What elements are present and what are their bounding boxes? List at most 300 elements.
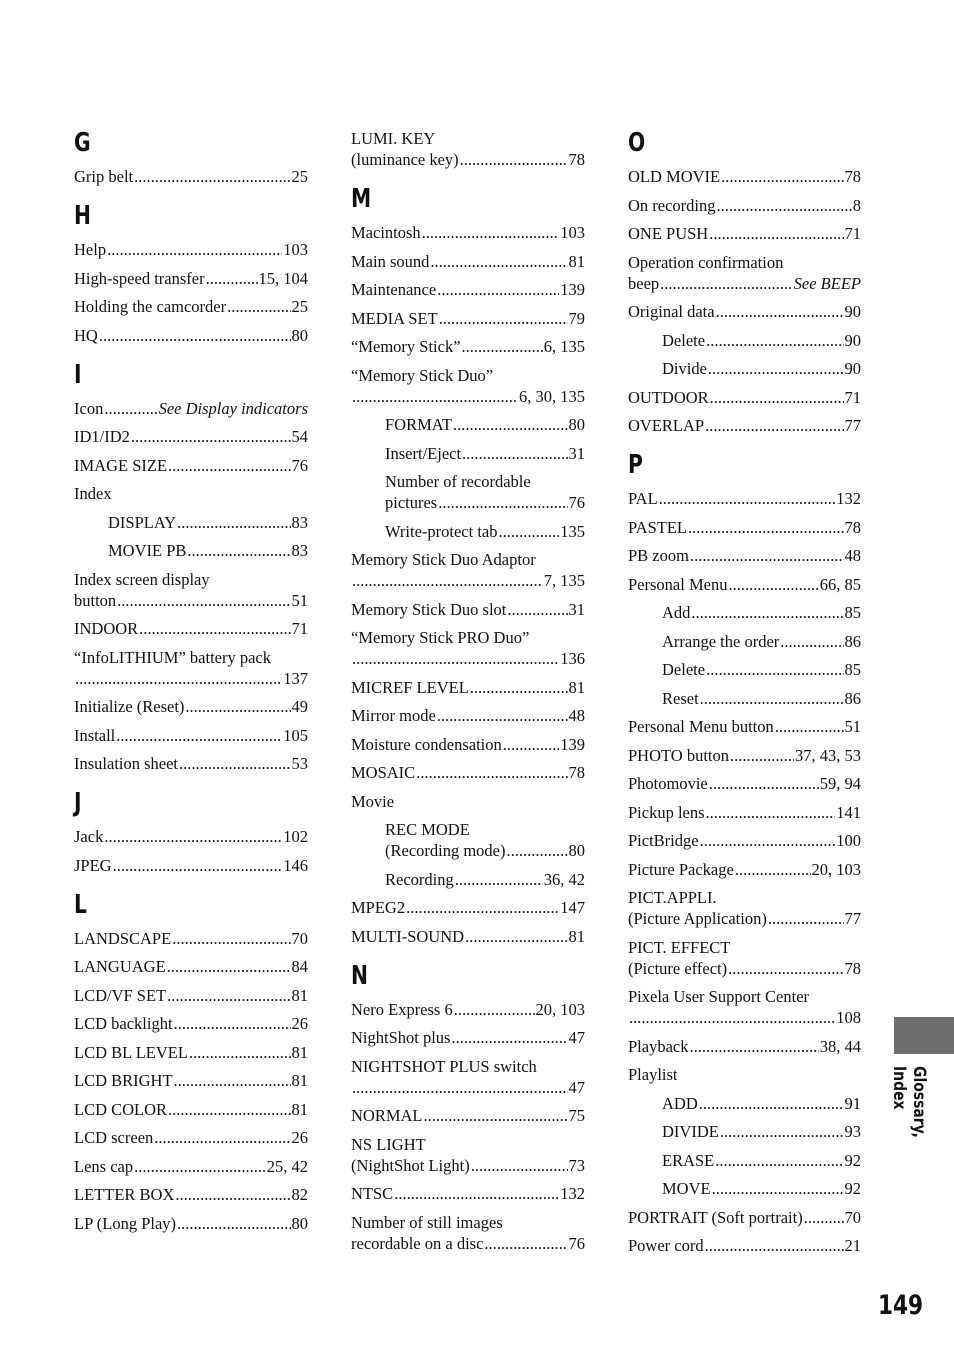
index-section [351, 128, 585, 170]
dot-leader [455, 869, 543, 890]
dot-leader [804, 1207, 844, 1228]
entry-page-ref: 53 [291, 754, 308, 773]
index-entry [351, 791, 585, 812]
entry-page-ref: 105 [283, 725, 308, 745]
entry-term: Index [74, 484, 112, 503]
entry-page-ref: 78 [568, 763, 585, 782]
entry-page-ref: 25, 42 [266, 1156, 308, 1176]
entry-term: On recording [628, 195, 716, 215]
index-entry [74, 855, 308, 876]
entry-term: PHOTO button [628, 745, 729, 765]
entry-line [628, 166, 861, 187]
entry-term: MULTI-SOUND [351, 926, 465, 946]
entry-line [351, 222, 585, 243]
dot-leader [394, 1183, 559, 1204]
entry-term: ID1/ID2 [74, 427, 130, 446]
entry-first-line: Number of still images [351, 1212, 503, 1232]
dot-leader [721, 166, 843, 187]
entry-page-ref: 47 [568, 1028, 585, 1047]
index-entry [628, 252, 861, 294]
index-entry [351, 1212, 585, 1254]
entry-line [74, 826, 308, 847]
index-entry [74, 753, 308, 774]
entry-page-ref: 26 [291, 1128, 308, 1147]
dot-leader [629, 1007, 835, 1028]
entry-term: OLD MOVIE [628, 167, 721, 186]
entry-term: MOVIE PB [108, 541, 187, 560]
dot-leader [708, 358, 844, 379]
entry-line [628, 195, 861, 216]
entry-line [351, 1183, 585, 1204]
entry-page-ref: 93 [844, 1122, 861, 1141]
index-subentry [351, 521, 585, 542]
index-entry [74, 618, 308, 639]
entry-term: HQ [74, 325, 98, 345]
entry-line [74, 590, 308, 611]
entry-page-ref: 80 [568, 415, 585, 434]
entry-line [628, 830, 861, 851]
entry-term: ERASE [662, 1150, 715, 1170]
index-entry [74, 398, 308, 419]
dot-leader [659, 488, 836, 509]
entry-line [628, 1207, 861, 1228]
entry-line [351, 251, 585, 272]
entry-page-ref: 51 [844, 717, 861, 736]
section-letter-heading: H [74, 201, 91, 231]
entry-page-ref: 81 [291, 985, 308, 1005]
index-entry [628, 223, 861, 244]
entry-term: LCD backlight [74, 1014, 173, 1033]
entry-term: LP (Long Play) [74, 1213, 177, 1233]
dot-leader [179, 753, 290, 774]
entry-page-ref: 76 [291, 455, 308, 475]
entry-line [351, 308, 585, 329]
dot-leader [712, 1178, 844, 1199]
index-subentry [628, 1121, 861, 1142]
entry-line [74, 1184, 308, 1205]
dot-leader [352, 386, 518, 407]
index-section [74, 890, 308, 1234]
entry-term: PORTRAIT (Soft portrait) [628, 1207, 803, 1227]
entry-term: FORMAT [385, 415, 452, 434]
dot-leader [709, 223, 843, 244]
entry-line [74, 1127, 308, 1148]
index-entry [628, 517, 861, 538]
entry-term: Movie [351, 791, 395, 811]
entry-line [351, 999, 585, 1020]
dot-leader [99, 325, 291, 346]
dot-leader [710, 387, 844, 408]
entry-line [662, 1178, 861, 1199]
entry-term: Arrange the order [662, 631, 780, 651]
entry-page-ref: 20, 103 [811, 859, 861, 879]
index-subentry [628, 358, 861, 379]
index-subentry [628, 1178, 861, 1199]
entry-page-ref: 82 [291, 1185, 308, 1204]
entry-term: LCD COLOR [74, 1099, 168, 1119]
entry-page-ref: 78 [844, 517, 861, 537]
entry-page-ref: 132 [560, 1184, 585, 1203]
dot-leader [453, 414, 568, 435]
entry-line [351, 648, 585, 669]
entry-page-ref: 77 [844, 909, 861, 928]
entry-page-ref: 90 [844, 359, 861, 378]
entry-page-ref: 139 [560, 280, 585, 299]
index-entry [351, 308, 585, 329]
entry-term: (NightShot Light) [351, 1155, 470, 1175]
entry-line [628, 223, 861, 244]
entry-line [351, 570, 585, 591]
entry-first-line: “Memory Stick PRO Duo” [351, 628, 530, 647]
section-side-label: Glossary, Index [889, 1066, 929, 1138]
index-subentry [351, 869, 585, 890]
entry-line [628, 545, 861, 566]
entry-page-ref: 81 [568, 677, 585, 697]
dot-leader [706, 802, 836, 823]
entry-page-ref: 135 [560, 521, 585, 541]
index-column-2 [351, 128, 585, 1261]
entry-page-ref: 54 [291, 427, 308, 446]
entry-line [351, 386, 585, 407]
index-entry [628, 773, 861, 794]
index-entry [628, 415, 861, 436]
index-subentry [628, 1150, 861, 1171]
entry-term: OVERLAP [628, 416, 705, 435]
entry-line [351, 897, 585, 918]
dot-leader [706, 330, 843, 351]
entry-page-ref: 92 [844, 1179, 861, 1198]
entry-line [351, 279, 585, 300]
entry-term: Icon [74, 398, 104, 418]
dot-leader [503, 734, 559, 755]
index-entry [628, 1207, 861, 1228]
index-entry [74, 325, 308, 346]
index-section [628, 128, 861, 436]
entry-page-ref: 83 [291, 541, 308, 560]
page-number: 149 [878, 1290, 924, 1321]
entry-page-ref: 77 [844, 416, 861, 435]
dot-leader [715, 1150, 843, 1171]
index-entry [351, 926, 585, 947]
entry-line [351, 599, 585, 620]
index-entry [74, 956, 308, 977]
index-entry [628, 859, 861, 880]
entry-term: Jack [74, 827, 104, 846]
index-entry [351, 734, 585, 755]
entry-term: Delete [662, 660, 706, 679]
entry-page-ref: 85 [844, 660, 861, 679]
dot-leader [689, 1036, 818, 1057]
index-subentry [351, 471, 585, 513]
dot-leader [706, 659, 843, 680]
entry-line [351, 734, 585, 755]
entry-line [74, 1042, 308, 1063]
dot-leader [177, 512, 290, 533]
entry-line [74, 753, 308, 774]
dot-leader [454, 999, 535, 1020]
entry-term: MOSAIC [351, 763, 416, 782]
entry-term: Photomovie [628, 774, 708, 793]
section-letter-heading: O [628, 128, 646, 158]
entry-line [628, 745, 861, 766]
entry-line [74, 956, 308, 977]
entry-page-ref: 8 [852, 195, 861, 215]
index-column-3 [628, 128, 861, 1264]
index-subentry [628, 330, 861, 351]
dot-leader [451, 1027, 567, 1048]
entry-line [385, 443, 585, 464]
entry-line [74, 1156, 308, 1177]
entry-page-ref: 103 [560, 223, 585, 242]
entry-term: MPEG2 [351, 898, 406, 917]
dot-leader [131, 426, 291, 447]
dot-leader [728, 958, 843, 979]
entry-line [385, 840, 585, 861]
entry-page-ref: 78 [844, 167, 861, 186]
entry-page-ref: 90 [844, 330, 861, 350]
index-subentry [628, 1093, 861, 1114]
index-section [628, 450, 861, 1256]
entry-page-ref: 146 [283, 855, 308, 875]
entry-line [385, 521, 585, 542]
index-entry [74, 455, 308, 476]
dot-leader [185, 696, 290, 717]
entry-line [74, 426, 308, 447]
section-letter-heading: M [351, 184, 372, 214]
index-entry [74, 985, 308, 1006]
entry-term: NTSC [351, 1184, 394, 1203]
dot-leader [172, 928, 290, 949]
entry-term: Original data [628, 302, 715, 321]
entry-term: Main sound [351, 251, 430, 271]
index-entry [628, 802, 861, 823]
section-letter-heading: N [351, 960, 368, 991]
entry-term: PictBridge [628, 831, 699, 850]
dot-leader [422, 222, 560, 243]
entry-line [351, 1155, 585, 1176]
entry-term: Mirror mode [351, 706, 436, 725]
entry-page-ref: 81 [568, 251, 585, 271]
index-entry [74, 268, 308, 289]
entry-line [628, 273, 861, 294]
index-entry [351, 365, 585, 407]
dot-leader [690, 545, 844, 566]
entry-term: Install [74, 725, 116, 745]
entry-page-ref: 81 [568, 926, 585, 946]
index-entry [74, 1042, 308, 1063]
dot-leader [735, 859, 811, 880]
entry-first-line: PICT. EFFECT [628, 937, 731, 957]
dot-leader [699, 1093, 844, 1114]
index-section [74, 360, 308, 775]
entry-line [351, 336, 585, 357]
entry-first-line: PICT.APPLI. [628, 888, 717, 907]
entry-first-line: NIGHTSHOT PLUS switch [351, 1056, 537, 1076]
entry-line [74, 618, 308, 639]
entry-line [628, 1036, 861, 1057]
entry-term: recordable on a disc [351, 1233, 484, 1253]
entry-term: LANDSCAPE [74, 928, 172, 948]
entry-term: Lens cap [74, 1156, 134, 1176]
entry-page-ref: 81 [291, 1071, 308, 1090]
entry-term: MEDIA SET [351, 308, 438, 328]
index-entry [74, 725, 308, 746]
entry-page-ref: 103 [283, 240, 308, 259]
entry-term: INDOOR [74, 619, 139, 638]
entry-term: DIVIDE [662, 1122, 719, 1141]
dot-leader [709, 773, 819, 794]
dot-leader [437, 279, 559, 300]
dot-leader [168, 455, 290, 476]
entry-term: PB zoom [628, 546, 689, 565]
dot-leader [116, 725, 282, 746]
index-subentry [628, 659, 861, 680]
entry-term: LETTER BOX [74, 1185, 175, 1204]
entry-page-ref: 37, 43, 53 [795, 745, 861, 765]
dot-leader [717, 195, 852, 216]
entry-page-ref: 90 [844, 302, 861, 321]
entry-page-ref: 141 [836, 802, 861, 822]
dot-leader [104, 826, 282, 847]
dot-leader [660, 273, 793, 294]
entry-page-ref: 86 [844, 631, 861, 651]
index-subentry [74, 512, 308, 533]
entry-term: (luminance key) [351, 150, 459, 169]
entry-page-ref: 78 [568, 150, 585, 169]
entry-term: Pickup lens [628, 802, 705, 822]
dot-leader [167, 956, 291, 977]
dot-leader [775, 716, 844, 737]
index-entry [628, 387, 861, 408]
entry-page-ref: 80 [291, 1213, 308, 1233]
entry-first-line: NS LIGHT [351, 1134, 426, 1154]
entry-page-ref: 26 [291, 1014, 308, 1033]
entry-page-ref: 51 [291, 590, 308, 610]
entry-line [74, 455, 308, 476]
entry-page-ref: See Display indicators [158, 398, 308, 418]
dot-leader [352, 1077, 568, 1098]
dot-leader [406, 897, 559, 918]
entry-page-ref: 7, 135 [543, 571, 585, 590]
entry-page-ref: 85 [844, 603, 861, 622]
entry-term: Memory Stick Duo slot [351, 599, 507, 619]
entry-page-ref: 137 [283, 668, 308, 688]
index-entry [74, 1156, 308, 1177]
dot-leader [75, 668, 282, 689]
entry-term: LCD BRIGHT [74, 1071, 173, 1090]
index-entry [628, 1036, 861, 1057]
dot-leader [691, 602, 843, 623]
index-subentry [351, 443, 585, 464]
entry-page-ref: 71 [844, 224, 861, 243]
entry-term: Playlist [628, 1065, 678, 1084]
index-entry [628, 887, 861, 929]
entry-term: pictures [385, 493, 438, 512]
entry-page-ref: 71 [291, 619, 308, 638]
index-entry [628, 574, 861, 595]
entry-line [385, 414, 585, 435]
entry-term: Holding the camcorder [74, 297, 227, 316]
dot-leader [507, 599, 567, 620]
entry-page-ref: 83 [291, 512, 308, 532]
entry-term: Personal Menu button [628, 717, 774, 736]
entry-term: Playback [628, 1036, 689, 1056]
index-entry [628, 545, 861, 566]
entry-page-ref: 48 [568, 706, 585, 725]
entry-line [351, 1027, 585, 1048]
entry-term: Maintenance [351, 280, 437, 299]
index-entry [74, 1184, 308, 1205]
dot-leader [484, 1233, 567, 1254]
entry-page-ref: 132 [836, 489, 861, 508]
entry-page-ref: 76 [568, 1233, 585, 1253]
entry-line [74, 696, 308, 717]
index-entry [628, 488, 861, 509]
index-subentry [628, 688, 861, 709]
entry-line [108, 540, 308, 561]
entry-line [628, 859, 861, 880]
dot-leader [134, 166, 290, 187]
entry-line [74, 725, 308, 746]
entry-term: Picture Package [628, 859, 734, 879]
entry-page-ref: 84 [291, 957, 308, 976]
entry-page-ref: See BEEP [793, 273, 861, 293]
entry-term: (Picture Application) [628, 909, 767, 928]
entry-page-ref: 75 [568, 1106, 585, 1125]
entry-line [74, 668, 308, 689]
index-entry [351, 1105, 585, 1126]
entry-page-ref: 81 [291, 1099, 308, 1119]
index-section [74, 128, 308, 187]
entry-page-ref: 92 [844, 1150, 861, 1170]
index-entry [628, 830, 861, 851]
dot-leader [716, 301, 844, 322]
entry-term: ONE PUSH [628, 224, 709, 243]
index-entry [628, 986, 861, 1028]
entry-term: Insulation sheet [74, 754, 179, 773]
dot-leader [352, 570, 543, 591]
entry-term: LANGUAGE [74, 957, 166, 976]
index-subentry [351, 414, 585, 435]
dot-leader [437, 705, 568, 726]
entry-line [351, 762, 585, 783]
dot-leader [499, 521, 560, 542]
section-letter-heading: G [74, 128, 91, 158]
dot-leader [720, 1121, 844, 1142]
entry-first-line: “Memory Stick Duo” [351, 365, 494, 385]
index-entry [74, 166, 308, 187]
index-subentry [628, 631, 861, 652]
entry-page-ref: 38, 44 [819, 1036, 861, 1056]
entry-page-ref: 80 [291, 325, 308, 345]
dot-leader [177, 1213, 290, 1234]
index-entry [351, 1027, 585, 1048]
entry-page-ref: 31 [568, 443, 585, 463]
index-column-1 [74, 128, 308, 1241]
entry-page-ref: 48 [844, 546, 861, 565]
dot-leader [227, 296, 290, 317]
dot-leader [430, 251, 567, 272]
index-entry [351, 762, 585, 783]
entry-term: LCD screen [74, 1128, 154, 1147]
entry-page-ref: 21 [844, 1236, 861, 1255]
entry-first-line: REC MODE [385, 820, 470, 839]
entry-line [662, 631, 861, 652]
entry-line [74, 928, 308, 949]
index-entry [351, 705, 585, 726]
index-entry [74, 647, 308, 689]
dot-leader [352, 648, 559, 669]
